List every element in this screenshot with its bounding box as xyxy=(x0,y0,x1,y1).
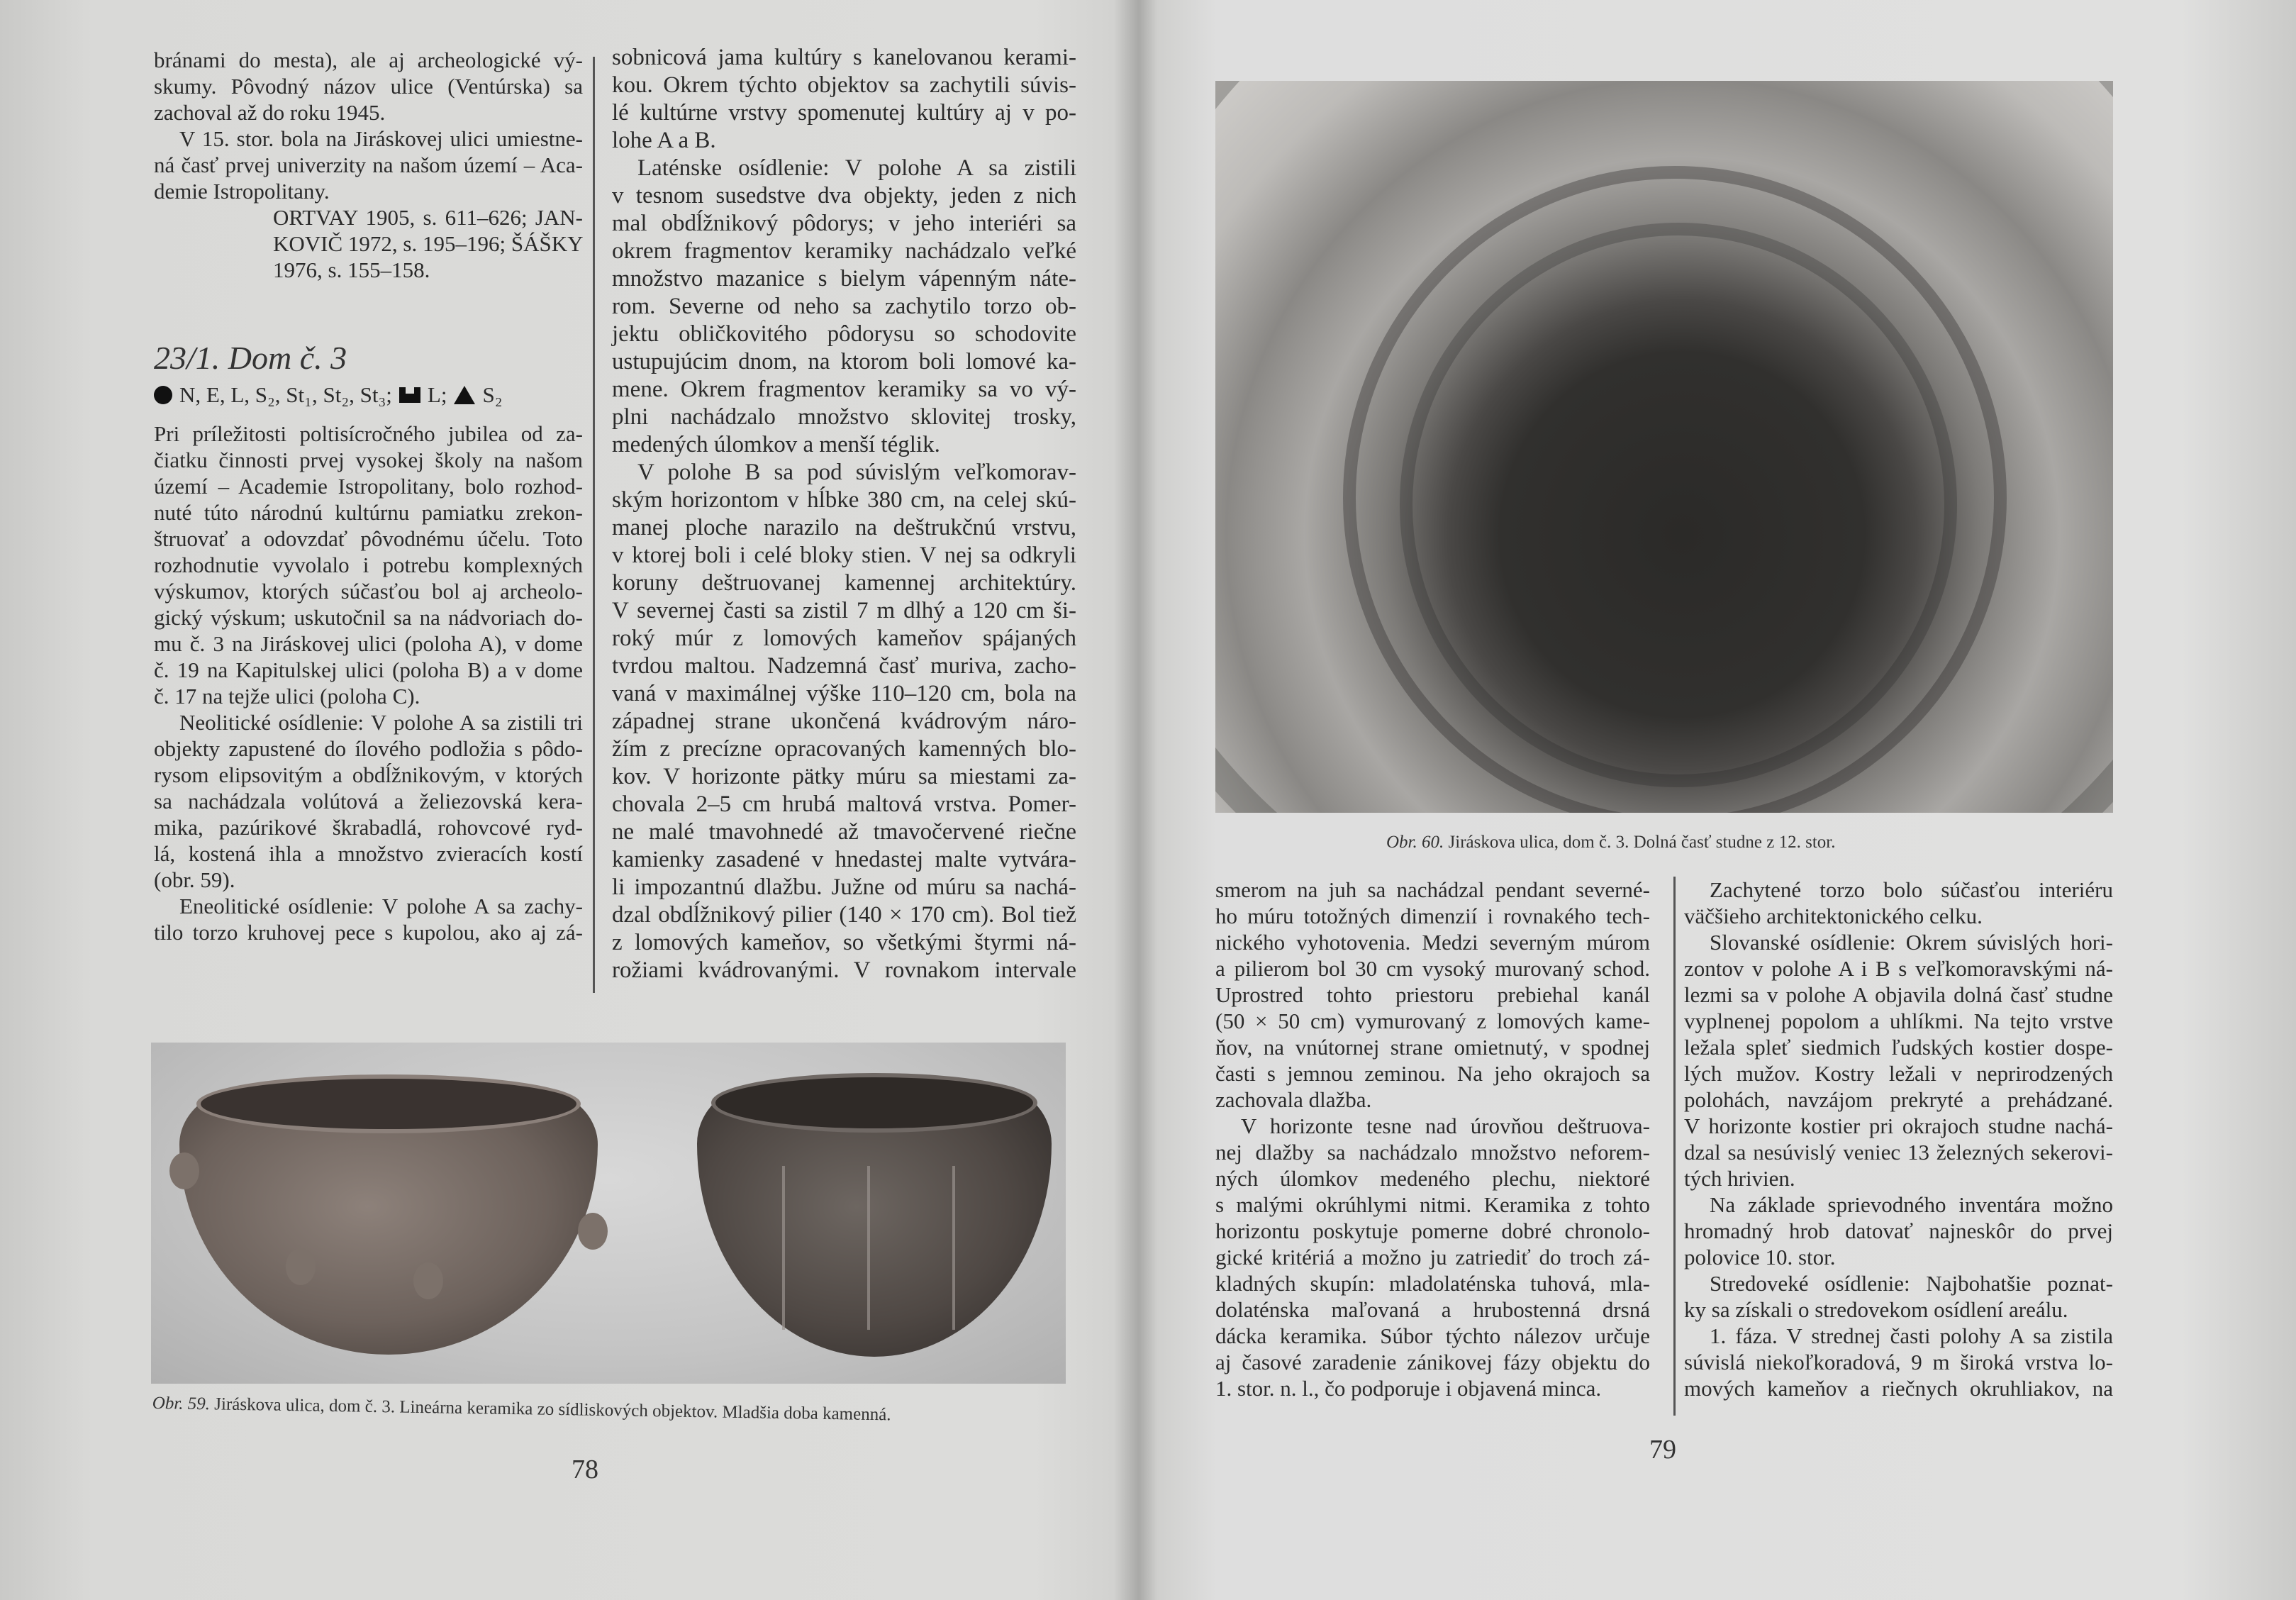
text-line: rysom elipsovitým a obdĺžnikovým, v ktorých xyxy=(154,762,583,787)
text-line: V severnej časti sa zistil 7 m dlhý a 120 cm ši- xyxy=(612,598,1076,623)
left-page-column-2 xyxy=(612,44,1076,984)
text-line: (50 × 50 cm) vymurovaný z lomových kame- xyxy=(1215,1009,1650,1033)
text-line: nej dlažby sa nachádzalo množstvo neforem- xyxy=(1215,1140,1650,1165)
text-line: roký múr z lomových kameňov spájaných xyxy=(612,626,1076,651)
pottery-bowl-incised xyxy=(697,1084,1052,1357)
text-line: jektu obličkovitého pôdorysu so schodovite xyxy=(612,321,1076,347)
text-line: polovice 10. stor. xyxy=(1684,1245,1836,1270)
right-page-column-2 xyxy=(1684,877,2113,1401)
text-line: Stredoveké osídlenie: Najbohatšie poznat- xyxy=(1710,1271,2113,1296)
text-line: objekty zapustené do ílového podložia s pôdo- xyxy=(154,736,583,761)
text-line: ležala spleť siedmich ľudských kostier dospe- xyxy=(1684,1035,2113,1060)
text-line: skumy. Pôvodný názov ulice (Ventúrska) sa xyxy=(154,74,583,99)
text-line: bránami do mesta), ale aj archeologické vý- xyxy=(154,48,583,72)
text-line: súvislá niekoľkoradová, 9 m široká vrstva lo- xyxy=(1684,1350,2113,1374)
paragraph xyxy=(1684,877,2113,929)
text-line: časti s jemnou zeminou. Na jeho okrajoch sa xyxy=(1215,1061,1650,1086)
paragraph xyxy=(154,893,583,945)
text-line: dácka keramika. Súbor týchto nálezov určuje xyxy=(1215,1323,1650,1348)
text-line: vaná v maximálnej výške 110–120 cm, bola na xyxy=(612,681,1076,706)
text-line: ná časť prvej univerzity na našom území – Aca- xyxy=(154,152,583,177)
text-line: 1976, s. 155–158. xyxy=(273,257,430,282)
well-photo-figure-60 xyxy=(1215,81,2113,813)
paragraph xyxy=(154,126,583,204)
text-line: sobnicová jama kultúry s kanelovanou kerami- xyxy=(612,45,1076,70)
text-line: 1. fáza. V strednej časti polohy A sa zistila xyxy=(1710,1323,2113,1348)
text-line: Pri príležitosti poltisícročného jubilea od za- xyxy=(154,421,583,446)
text-line: území – Academie Istropolitany, bolo rozhod- xyxy=(154,474,583,499)
text-line: v ktorej boli i celé bloky stien. V nej sa odkryli xyxy=(612,543,1076,568)
text-line: množstvo mazanice s bielym vápenným náte- xyxy=(612,266,1076,291)
section-heading: 23/1. Dom č. 3 xyxy=(154,340,347,376)
text-line: smerom na juh sa nachádzal pendant severné- xyxy=(1215,877,1650,902)
figure-59-caption xyxy=(152,1394,891,1425)
text-line: rožiami kvádrovanými. V rovnakom intervale xyxy=(612,957,1076,983)
text-line: zontov v polohe A i B s veľkomoravskými ná- xyxy=(1684,956,2113,981)
page-number: 79 xyxy=(1649,1435,1676,1465)
paragraph xyxy=(154,709,583,893)
paragraph xyxy=(612,155,1076,459)
text-line: nického vyhotovenia. Medzi severným múrom xyxy=(1215,930,1650,955)
text-line: dolaténska maľovaná a hrubostenná drsná xyxy=(1215,1297,1650,1322)
text-line: (obr. 59). xyxy=(154,867,235,892)
text-line: zachovala dlažba. xyxy=(1215,1087,1372,1112)
text-line: Zachytené torzo bolo súčasťou interiéru xyxy=(1710,877,2113,902)
text-line: dzal sa nesúvislý veniec 13 železných sekerovi- xyxy=(1684,1140,2113,1165)
text-line: medených úlomkov a menší téglik. xyxy=(612,432,940,457)
paragraph xyxy=(1684,929,2113,1191)
text-line: kov. V horizonte pätky múru sa miestami za- xyxy=(612,764,1076,789)
settlement-dot-icon xyxy=(154,386,172,404)
text-line: západnej strane ukončená kvádrovým náro- xyxy=(612,709,1076,734)
text-line: mových kameňov a riečnych okruhliakov, na xyxy=(1684,1376,2113,1401)
text-line: V horizonte tesne nad úrovňou deštruova- xyxy=(1241,1113,1650,1138)
column-divider xyxy=(593,57,595,993)
text-line: okrem fragmentov keramiky nachádzalo veľké xyxy=(612,238,1076,264)
paragraph xyxy=(154,47,583,126)
text-line: lohe A a B. xyxy=(612,128,716,153)
text-line: KOVIČ 1972, s. 195–196; ŠÁŠKY xyxy=(273,231,584,256)
text-line: ky sa získali o stredovekom osídlení areálu. xyxy=(1684,1297,2068,1322)
text-line: Na základe sprievodného inventára možno xyxy=(1710,1192,2113,1217)
text-line: mika, pazúrikové škrabadlá, rohovcové ryd- xyxy=(154,815,583,840)
text-line: Neolitické osídlenie: V polohe A sa zistili tri xyxy=(179,710,583,735)
paragraph xyxy=(612,459,1076,984)
figure-label: Obr. 60. xyxy=(1386,833,1444,852)
text-line: mene. Okrem fragmentov keramiky sa vo vý- xyxy=(612,377,1076,402)
text-line: aj časové zaradenie zánikovej fázy objektu do xyxy=(1215,1350,1650,1374)
text-line: čiatku činnosti prvej vysokej školy na našom xyxy=(154,448,583,472)
text-line: ORTVAY 1905, s. 611–626; JAN- xyxy=(273,205,583,230)
text-line: vyplnenej popolom a uhlíkmi. Na tejto vrstve xyxy=(1684,1009,2113,1033)
text-line: ných úlomkov medeného plechu, niektoré xyxy=(1215,1166,1650,1191)
right-page-79 xyxy=(1142,0,2296,1600)
text-line: li impozantnú dlažbu. Južne od múru sa nachá- xyxy=(612,874,1076,900)
bibliography-reference xyxy=(154,204,583,283)
text-line: chovala 2–5 cm hrubá maltová vrstva. Pomer- xyxy=(612,791,1076,817)
left-page-78 xyxy=(0,0,1142,1600)
figure-60-caption xyxy=(1386,833,1836,852)
page-number: 78 xyxy=(572,1455,598,1484)
text-line: zachoval až do roku 1945. xyxy=(154,100,386,125)
text-line: nuté túto národnú kultúrnu pamiatku zrekon- xyxy=(154,500,583,525)
text-line: kou. Okrem týchto objektov sa zachytili súvis- xyxy=(612,72,1076,98)
paragraph xyxy=(1684,1191,2113,1270)
text-line: manej ploche narazilo na deštrukčnú vrstvu, xyxy=(612,515,1076,540)
text-line: ustupujúcim dnom, na ktorom boli lomové ka- xyxy=(612,349,1076,374)
text-line: 1. stor. n. l., čo podporuje i objavená minca. xyxy=(1215,1376,1602,1401)
grave-periods: L; xyxy=(427,382,447,407)
hoard-periods: S₂ xyxy=(482,382,503,407)
site-symbols-line xyxy=(154,378,583,412)
text-line: koruny deštruovanej kamennej architektúry. xyxy=(612,570,1076,596)
pottery-bowl-with-lugs xyxy=(179,1085,598,1355)
text-line: č. 19 na Kapitulskej ulici (poloha B) a v dome xyxy=(154,657,583,682)
figure-label: Obr. 59. xyxy=(152,1394,211,1414)
paragraph xyxy=(1215,1113,1650,1401)
text-line: žím z precízne opracovaných kamenných blo- xyxy=(612,736,1076,762)
left-page-column-1 xyxy=(154,47,583,945)
text-line: tých hrivien. xyxy=(1684,1166,1795,1191)
text-line: V polohe B sa pod súvislým veľkomorav- xyxy=(637,460,1076,485)
text-line: ne malé tmavohnedé až tmavočervené riečne xyxy=(612,819,1076,845)
text-line: mal obdĺžnikový pôdorys; v jeho interiéri sa xyxy=(612,211,1076,236)
text-line: demie Istropolitany. xyxy=(154,179,330,204)
text-line: tilo torzo kruhovej pece s kupolou, ako aj zá- xyxy=(154,920,583,945)
paragraph xyxy=(1684,1323,2113,1401)
text-line: a pilierom bol 30 cm vysoký murovaný schod. xyxy=(1215,956,1650,981)
right-page-column-1 xyxy=(1215,877,1650,1401)
text-line: lé kultúrne vrstvy spomenutej kultúry aj v po- xyxy=(612,100,1076,126)
text-line: kladných skupín: mladolaténska tuhová, mla- xyxy=(1215,1271,1650,1296)
text-line: Laténske osídlenie: V polohe A sa zistili xyxy=(637,155,1076,181)
text-line: plni nachádzalo množstvo sklovitej trosky, xyxy=(612,404,1076,430)
text-line: č. 17 na tejže ulici (poloha C). xyxy=(154,684,420,709)
text-line: ským horizontom v hĺbke 380 cm, na celej skú- xyxy=(612,487,1076,513)
text-line: V horizonte kostier pri okrajoch studne nachá- xyxy=(1684,1113,2113,1138)
text-line: s malými okrúhlymi nitmi. Keramika z tohto xyxy=(1215,1192,1650,1217)
text-line: v tesnom susedstve dva objekty, jeden z nich xyxy=(612,183,1076,209)
text-line: rozhodnutie vyvolalo i potrebu komplexných xyxy=(154,552,583,577)
settlement-periods: N, E, L, S₂, St₁, St₂, St₃; xyxy=(179,382,392,407)
text-line: lých mužov. Kostry ležali v neprirodzených xyxy=(1684,1061,2113,1086)
text-line: hromadný hrob datovať najneskôr do prvej xyxy=(1684,1218,2113,1243)
pottery-photo-figure-59 xyxy=(151,1043,1066,1384)
text-line: horizontu poskytuje pomerne dobré chronolo- xyxy=(1215,1218,1650,1243)
grave-icon xyxy=(399,387,420,403)
text-line: sa nachádzala volútová a želiezovská kera- xyxy=(154,789,583,813)
figure-caption-text: Jiráskova ulica, dom č. 3. Lineárna keramika zo sídliskových objektov. Mladšia doba kamenná. xyxy=(214,1394,891,1425)
text-line: V 15. stor. bola na Jiráskovej ulici umiestne- xyxy=(179,126,583,151)
text-line: ňov, na vnútornej strane omietnutý, v spodnej xyxy=(1215,1035,1650,1060)
text-line: väčšieho architektonického celku. xyxy=(1684,904,1983,928)
text-line: výskumov, ktorých súčasťou bol aj archeolo- xyxy=(154,579,583,604)
text-line: z lomových kameňov, so všetkými štyrmi ná- xyxy=(612,930,1076,955)
text-line: Uprostred tohto priestoru prebiehal kanál xyxy=(1215,982,1650,1007)
hoard-triangle-icon xyxy=(454,386,475,404)
paragraph xyxy=(612,44,1076,155)
text-line: lá, kostená ihla a množstvo zvieracích kostí xyxy=(154,841,583,866)
text-line: rom. Severne od neho sa zachytilo torzo ob- xyxy=(612,294,1076,319)
text-line: polohách, navzájom prekryté a prehádzané. xyxy=(1684,1087,2113,1112)
text-line: ho múru totožných dimenzií i rovnakého tech- xyxy=(1215,904,1650,928)
paragraph xyxy=(154,421,583,709)
text-line: gické kritériá a možno ju zatriediť do troch zá- xyxy=(1215,1245,1650,1270)
text-line: lezmi sa v polohe A objavila dolná časť studne xyxy=(1684,982,2113,1007)
paragraph xyxy=(1215,877,1650,1113)
figure-caption-text: Jiráskova ulica, dom č. 3. Dolná časť studne z 12. stor. xyxy=(1448,833,1836,852)
column-divider xyxy=(1673,877,1676,1416)
text-line: Eneolitické osídlenie: V polohe A sa zachy- xyxy=(179,894,583,918)
text-line: gický výskum; uskutočnil sa na nádvoriach do- xyxy=(154,605,583,630)
text-line: Slovanské osídlenie: Okrem súvislých hori- xyxy=(1710,930,2113,955)
paragraph xyxy=(1684,1270,2113,1323)
text-line: mu č. 3 na Jiráskovej ulici (poloha A), v dome xyxy=(154,631,583,656)
text-line: štruovať a odovzdať pôvodnému účelu. Toto xyxy=(154,526,583,551)
text-line: tvrdou maltou. Nadzemná časť muriva, zacho- xyxy=(612,653,1076,679)
text-line: kamienky zasadené v hnedastej malte vytvára- xyxy=(612,847,1076,872)
text-line: dzal obdĺžnikový pilier (140 × 170 cm). Bol tiež xyxy=(612,902,1076,928)
